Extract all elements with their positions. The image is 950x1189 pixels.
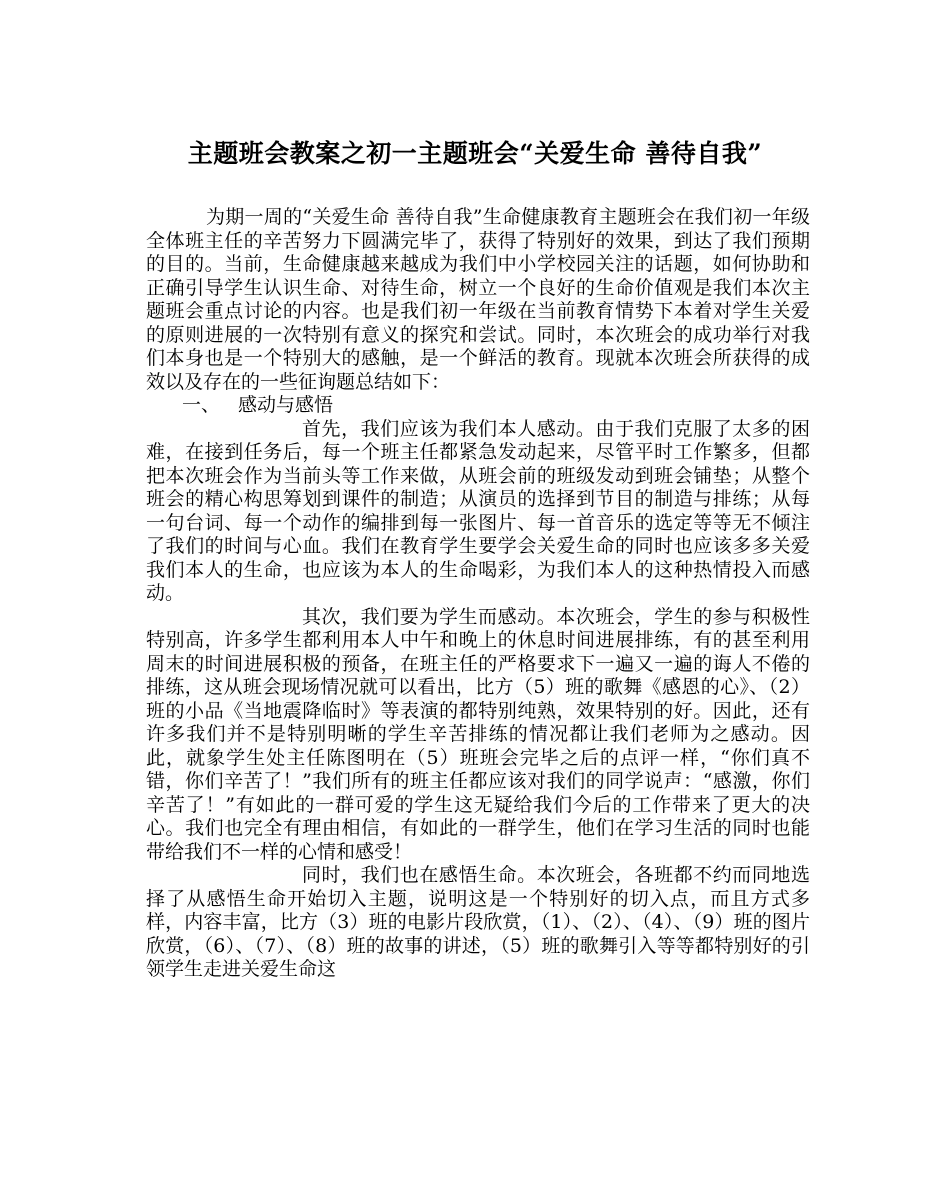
- section-number: 一、: [182, 394, 221, 416]
- section-heading: [146, 394, 810, 418]
- body-paragraph: 同时，我们也在感悟生命。本次班会，各班都不约而同地选择了从感悟生命开始切入主题，说明这是一个特别好的切入点，而且方式多样，内容丰富，比方（3）班的电影片段欣赏，（1）、（2）、（4）、（9）班的图片欣赏，（6）、（7）、（8）班的故事的讲述，（5）班的歌舞引入等等都特别好的引领学生走进关爱生命这: [146, 864, 810, 980]
- document-title: 主题班会教案之初一主题班会“关爱生命 善待自我”: [187, 139, 763, 168]
- body-paragraph: 首先，我们应该为我们本人感动。由于我们克服了太多的困难，在接到任务后，每一个班主任都紧急发动起来，尽管平时工作繁多，但都把本次班会作为当前头等工作来做，从班会前的班级发动到班会铺垫；从整个班会的精心构思筹划到课件的制造；从演员的选择到节目的制造与排练；从每一句台词、每一个动作的编排到每一张图片、每一首音乐的选定等等无不倾注了我们的时间与心血。我们在教育学生要学会关爱生命的同时也应该多多关爱我们本人的生命，也应该为本人的生命喝彩，为我们本人的这种热情投入而感动。: [146, 417, 810, 604]
- document-body: [146, 206, 810, 982]
- intro-paragraph: 为期一周的“关爱生命 善待自我”生命健康教育主题班会在我们初一年级全体班主任的辛苦努力下圆满完毕了，获得了特别好的效果，到达了我们预期的目的。当前，生命健康越来越成为我们中小学校园关注的话题，如何协助和正确引导学生认识生命、对待生命，树立一个良好的生命价值观是我们本次主题班会重点讨论的内容。也是我们初一年级在当前教育情势下本着对学生关爱的原则进展的一次特别有意义的探究和尝试。同时，本次班会的成功举行对我们本身也是一个特别大的感触，是一个鲜活的教育。现就本次班会所获得的成效以及存在的一些征询题总结如下：: [146, 206, 810, 393]
- body-paragraph: 其次，我们要为学生而感动。本次班会，学生的参与积极性特别高，许多学生都利用本人中午和晚上的休息时间进展排练，有的甚至利用周末的时间进展积极的预备，在班主任的严格要求下一遍又一遍的诲人不倦的排练，这从班会现场情况就可以看出，比方（5）班的歌舞《感恩的心》、（2）班的小品《当地震降临时》等表演的都特别纯熟，效果特别的好。因此，还有许多我们并不是特别明晰的学生辛苦排练的情况都让我们老师为之感动。因此，就象学生处主任陈图明在（5）班班会完毕之后的点评一样，“你们真不错，你们辛苦了！”我们所有的班主任都应该对我们的同学说声：“感激，你们辛苦了！”有如此的一群可爱的学生这无疑给我们今后的工作带来了更大的决心。我们也完全有理由相信，有如此的一群学生，他们在学习生活的同时也能带给我们不一样的心情和感受！: [146, 605, 810, 863]
- section-heading-text: 感动与感悟: [238, 394, 334, 416]
